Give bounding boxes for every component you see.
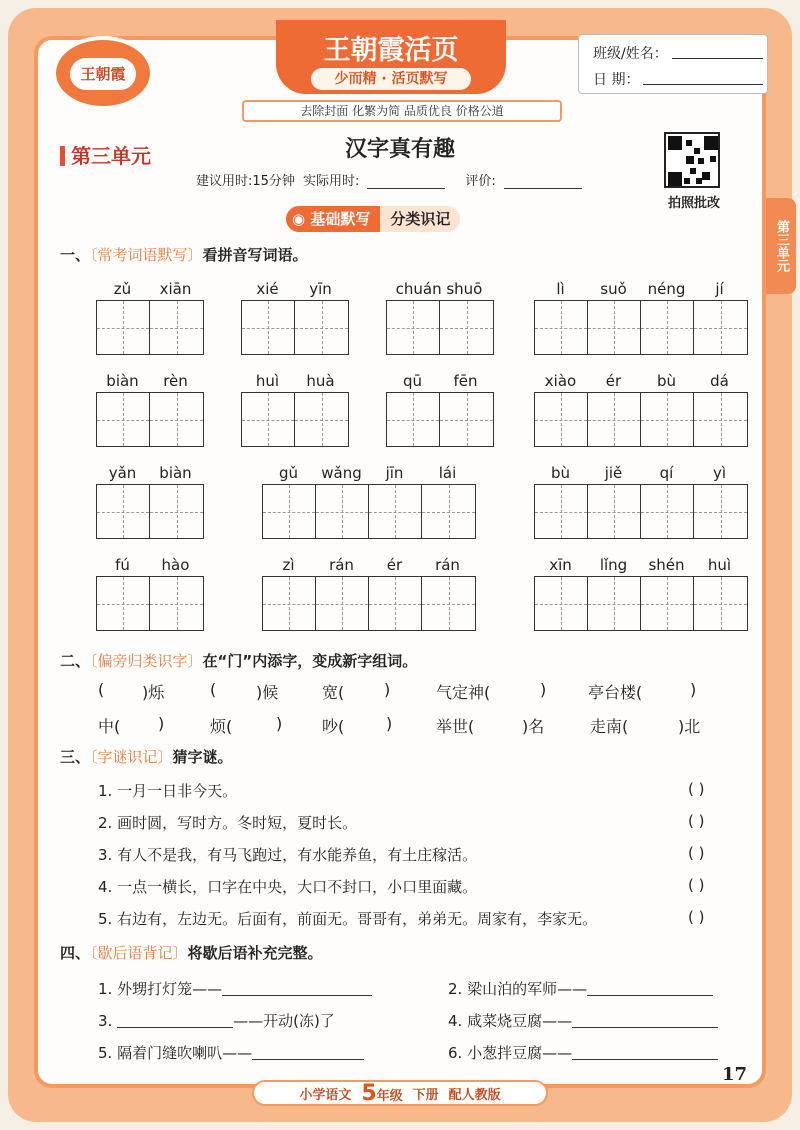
pinyin: dá [710, 372, 729, 390]
tian-grid-cell[interactable] [150, 393, 203, 446]
q1-heading [60, 244, 308, 265]
tian-grid-cell[interactable] [641, 485, 694, 538]
q4-item-3-text: ——开动(冻)了 [233, 1012, 335, 1030]
q4-item-5-text: 5. 隔着门缝吹喇叭—— [98, 1044, 253, 1062]
q2-token[interactable]: 气定神( [436, 683, 491, 702]
unit-title-text: 第三单元 [71, 144, 151, 168]
pinyin: zǔ [113, 280, 132, 298]
pinyin: néng [647, 280, 686, 298]
pinyin: rán [435, 556, 460, 574]
tian-grid-cell[interactable] [97, 485, 150, 538]
actual-time-field[interactable] [367, 175, 445, 189]
pinyin: lì [556, 280, 565, 298]
pinyin: bù [550, 464, 571, 482]
pinyin: yǎn [108, 464, 137, 482]
class-name-field[interactable] [672, 43, 763, 59]
tian-grid-row [534, 300, 748, 355]
tian-grid-row [241, 300, 349, 355]
tian-grid-cell[interactable] [295, 393, 348, 446]
q2-instruction: 在“门”内添字，变成新字组词。 [202, 652, 418, 670]
q4-item-6-blank[interactable] [572, 1046, 718, 1060]
pinyin-row [241, 372, 349, 392]
pinyin-row [534, 280, 748, 300]
date-label: 日 期： [593, 72, 640, 88]
unit-bar-icon [60, 146, 65, 166]
pinyin-row [534, 464, 748, 484]
q4-item-6 [448, 1042, 718, 1063]
q3-riddle: 4. 一点一横长，口字在中央，大口不封口，小口里面藏。 [98, 878, 478, 896]
slogan: 去除封面 化繁为简 品质优良 价格公道 [242, 100, 562, 122]
q3-number: 三、 [60, 748, 91, 766]
tian-grid-cell[interactable] [694, 393, 747, 446]
q3-answer-blank[interactable]: ( ) [688, 812, 705, 830]
q1-word-group [534, 464, 748, 539]
pinyin: qū [402, 372, 423, 390]
q3-heading [60, 746, 233, 767]
tian-grid-cell[interactable] [694, 485, 747, 538]
pinyin: xiān [159, 280, 192, 298]
qr-module [690, 168, 696, 174]
q2-token[interactable]: )烁 [142, 683, 165, 702]
pinyin: jīn [385, 464, 404, 482]
tian-grid-cell[interactable] [535, 301, 588, 354]
q4-item-5 [98, 1042, 364, 1063]
q2-token[interactable]: 吵( [322, 717, 345, 736]
tian-grid-cell[interactable] [316, 485, 369, 538]
pinyin: zì [282, 556, 295, 574]
q3-instruction: 猜字谜。 [172, 748, 233, 766]
tian-grid-cell[interactable] [97, 301, 150, 354]
pinyin: gǔ [278, 464, 299, 482]
q1-word-group [96, 280, 204, 355]
tian-grid-row [386, 392, 494, 447]
footer-grade-num: 5 [361, 1080, 377, 1106]
rating-field[interactable] [504, 175, 582, 189]
tian-grid-cell[interactable] [295, 301, 348, 354]
tian-grid-row [534, 576, 748, 631]
tian-grid-cell[interactable] [440, 393, 493, 446]
pinyin: rèn [163, 372, 188, 390]
q2-token[interactable]: ) [158, 714, 165, 733]
q3-answer-blank[interactable]: ( ) [688, 908, 705, 926]
q2-tag: 〔偏旁归类识字〕 [90, 652, 203, 670]
q1-word-group [241, 372, 349, 447]
q4-item-5-blank[interactable] [252, 1046, 364, 1060]
tian-grid-cell[interactable] [535, 393, 588, 446]
tian-grid-row [534, 484, 748, 539]
pinyin: ér [605, 372, 622, 390]
tian-grid-cell[interactable] [694, 301, 747, 354]
q3-tag: 〔字谜识记〕 [90, 748, 173, 766]
pinyin-row [96, 372, 204, 392]
q2-token[interactable]: 举世( [436, 717, 475, 736]
qr-code-icon[interactable] [664, 132, 720, 188]
qr-module [686, 140, 692, 146]
q4-item-2 [448, 978, 713, 999]
tian-grid-cell[interactable] [242, 301, 295, 354]
tian-grid-row [96, 484, 204, 539]
qr-module [696, 178, 702, 184]
pinyin-row [386, 280, 494, 300]
qr-module [698, 158, 704, 164]
q4-item-3 [98, 1010, 335, 1031]
q4-heading [60, 942, 323, 963]
pinyin-row [96, 280, 204, 300]
q2-token[interactable]: ) [386, 714, 393, 733]
tian-grid-cell[interactable] [422, 485, 475, 538]
q2-token[interactable]: ) [276, 714, 283, 733]
tian-grid-cell[interactable] [694, 577, 747, 630]
q2-number: 二、 [60, 652, 91, 670]
q2-token[interactable]: ) [540, 680, 547, 699]
q1-number: 一、 [60, 246, 91, 264]
qr-module [668, 136, 682, 150]
tian-grid-cell[interactable] [150, 485, 203, 538]
pinyin: hào [161, 556, 190, 574]
section-header [286, 206, 460, 232]
pinyin: ér [386, 556, 403, 574]
q2-token[interactable]: ) [690, 680, 697, 699]
pinyin: biàn [159, 464, 192, 482]
pinyin-row [262, 556, 476, 576]
q1-word-group [386, 372, 494, 447]
qr-module [704, 136, 718, 150]
unit-title [60, 140, 151, 169]
pinyin: qí [659, 464, 674, 482]
q1-tag: 〔常考词语默写〕 [90, 246, 203, 264]
pinyin: biàn [106, 372, 139, 390]
footer-grade-text: 年级 [376, 1088, 403, 1104]
pinyin: huì [255, 372, 280, 390]
tian-grid-row [96, 392, 204, 447]
q1-word-group [96, 372, 204, 447]
date-field[interactable] [643, 69, 763, 85]
tian-grid-row [241, 392, 349, 447]
pinyin: wǎng [321, 464, 362, 482]
tian-grid-cell[interactable] [440, 301, 493, 354]
pinyin: fēn [453, 372, 478, 390]
qr-module [694, 148, 700, 154]
q3-riddle: 3. 有人不是我，有马飞跑过，有水能养鱼，有土庄稼活。 [98, 846, 478, 864]
q4-item-2-blank[interactable] [587, 982, 713, 996]
tian-grid-row [262, 576, 476, 631]
pinyin-row [96, 464, 204, 484]
tian-grid-cell[interactable] [150, 577, 203, 630]
q4-item-1-text: 1. 外甥打灯笼—— [98, 980, 223, 998]
q4-number: 四、 [60, 944, 91, 962]
q3-answer-blank[interactable]: ( ) [688, 780, 705, 798]
student-info-box [578, 34, 768, 94]
pinyin-row [534, 556, 748, 576]
q3-riddle: 5. 右边有，左边无。后面有，前面无。哥哥有，弟弟无。周家有，李家无。 [98, 910, 598, 928]
q1-word-group [534, 372, 748, 447]
q1-word-group [534, 556, 748, 631]
q2-token[interactable]: 烦( [210, 717, 233, 736]
q2-token[interactable]: 中( [98, 717, 121, 736]
q3-answer-blank[interactable]: ( ) [688, 876, 705, 894]
qr-module [702, 172, 710, 180]
tian-grid-row [386, 300, 494, 355]
tian-grid-cell[interactable] [387, 393, 440, 446]
class-name-label: 班级/姓名： [593, 46, 668, 62]
footer-volume: 下册 [412, 1087, 439, 1103]
pinyin: xiào [544, 372, 577, 390]
brand-subtitle: 少而精 · 活页默写 [311, 68, 471, 90]
brand-title: 王朝霞活页 [323, 35, 459, 66]
tian-grid-cell[interactable] [588, 577, 641, 630]
q3-answer-blank[interactable]: ( ) [688, 844, 705, 862]
q2-token[interactable]: 亭台楼( [588, 683, 643, 702]
pinyin: fú [115, 556, 130, 574]
tian-grid-cell[interactable] [263, 577, 316, 630]
tian-grid-cell[interactable] [588, 485, 641, 538]
tian-grid-cell[interactable] [97, 577, 150, 630]
pinyin-row [386, 372, 494, 392]
tian-grid-cell[interactable] [242, 393, 295, 446]
qr-module [668, 172, 682, 186]
tian-grid-cell[interactable] [535, 577, 588, 630]
tian-grid-row [262, 484, 476, 539]
pinyin: yì [712, 464, 727, 482]
tian-grid-cell[interactable] [641, 577, 694, 630]
side-unit-tab: 第三单元 [766, 198, 796, 294]
tian-grid-cell[interactable] [369, 577, 422, 630]
q4-item-4 [448, 1010, 718, 1031]
pinyin: lǐng [599, 556, 628, 574]
q2-heading [60, 650, 417, 671]
tian-grid-cell[interactable] [369, 485, 422, 538]
q4-item-1 [98, 978, 372, 999]
tian-grid-cell[interactable] [150, 301, 203, 354]
page-number: 17 [722, 1064, 748, 1085]
qr-module [684, 178, 690, 184]
q1-word-group [96, 556, 204, 631]
q2-token[interactable]: ) [384, 680, 391, 699]
q1-instruction: 看拼音写词语。 [202, 246, 308, 264]
q2-token[interactable]: 走南( [590, 717, 629, 736]
lesson-title: 汉字真有趣 [344, 137, 455, 162]
pinyin-row [96, 556, 204, 576]
q2-token[interactable]: )名 [522, 717, 545, 736]
tian-grid-row [96, 300, 204, 355]
pinyin: huì [707, 556, 732, 574]
logo-text: 王朝霞 [70, 58, 136, 90]
q1-word-group [262, 464, 476, 539]
footer-subject: 小学语文 [299, 1087, 352, 1103]
q4-item-2-text: 2. 梁山泊的军师—— [448, 980, 588, 998]
footer-edition: 配人教版 [448, 1087, 501, 1103]
tian-grid-cell[interactable] [641, 301, 694, 354]
pinyin: jiě [604, 464, 623, 482]
brand-banner [276, 20, 506, 94]
q4-item-1-blank[interactable] [222, 982, 372, 996]
q4-item-4-blank[interactable] [572, 1014, 718, 1028]
q4-item-3-blank[interactable] [117, 1014, 233, 1028]
q1-word-group [262, 556, 476, 631]
q4-item-4-text: 4. 咸菜烧豆腐—— [448, 1012, 573, 1030]
q1-word-group [534, 280, 748, 355]
tian-grid-cell[interactable] [588, 301, 641, 354]
date-row [593, 69, 763, 89]
pinyin-row [262, 464, 476, 484]
pinyin: lái [438, 464, 457, 482]
footer-grade [361, 1081, 402, 1106]
section-tag-text: 基础默写 [310, 210, 371, 228]
q4-item-3-number: 3. [98, 1012, 113, 1030]
section-tag: ◉ 基础默写 [286, 206, 380, 232]
suggested-time: 建议用时:15分钟 [196, 174, 295, 189]
qr-module [710, 156, 716, 162]
tian-grid-row [534, 392, 748, 447]
pinyin-row [534, 372, 748, 392]
pinyin: yīn [309, 280, 332, 298]
q4-item-6-text: 6. 小葱拌豆腐—— [448, 1044, 573, 1062]
q4-instruction: 将歇后语补充完整。 [187, 944, 323, 962]
q2-token[interactable]: )候 [256, 683, 279, 702]
qr-module [686, 156, 694, 164]
brand-logo [52, 36, 154, 110]
tian-grid-cell[interactable] [387, 301, 440, 354]
pinyin: xīn [549, 556, 572, 574]
rating-label: 评价: [465, 174, 496, 189]
q1-word-group [96, 464, 204, 539]
q3-riddle: 2. 画时圆，写时方。冬时短，夏时长。 [98, 814, 358, 832]
pinyin: huà [306, 372, 335, 390]
q4-tag: 〔歇后语背记〕 [90, 944, 188, 962]
tian-grid-cell[interactable] [316, 577, 369, 630]
section-name: 分类识记 [380, 206, 460, 232]
tian-grid-row [96, 576, 204, 631]
pinyin: xié [256, 280, 279, 298]
pinyin: shén [648, 556, 685, 574]
pinyin: suǒ [600, 280, 627, 298]
tian-grid-cell[interactable] [422, 577, 475, 630]
tian-grid-cell[interactable] [97, 393, 150, 446]
pinyin: rán [329, 556, 354, 574]
qr-label: 拍照批改 [667, 196, 720, 211]
actual-time-label: 实际用时: [302, 174, 360, 189]
tian-grid-cell[interactable] [641, 393, 694, 446]
q1-word-group [241, 280, 349, 355]
pinyin: jí [715, 280, 724, 298]
q2-token[interactable]: )北 [678, 717, 701, 736]
tian-grid-cell[interactable] [263, 485, 316, 538]
pinyin: chuán shuō [395, 280, 483, 298]
pinyin-row [241, 280, 349, 300]
q3-riddle: 1. 一月一日非今天。 [98, 782, 238, 800]
class-name-row [593, 43, 763, 63]
footer-info [252, 1080, 548, 1106]
q1-word-group [386, 280, 494, 355]
tian-grid-cell[interactable] [588, 393, 641, 446]
tian-grid-cell[interactable] [535, 485, 588, 538]
q2-token[interactable]: 宽( [322, 683, 345, 702]
q2-token[interactable]: ( [98, 680, 105, 699]
time-row [196, 170, 582, 189]
pinyin: bù [656, 372, 677, 390]
q2-token[interactable]: ( [210, 680, 217, 699]
